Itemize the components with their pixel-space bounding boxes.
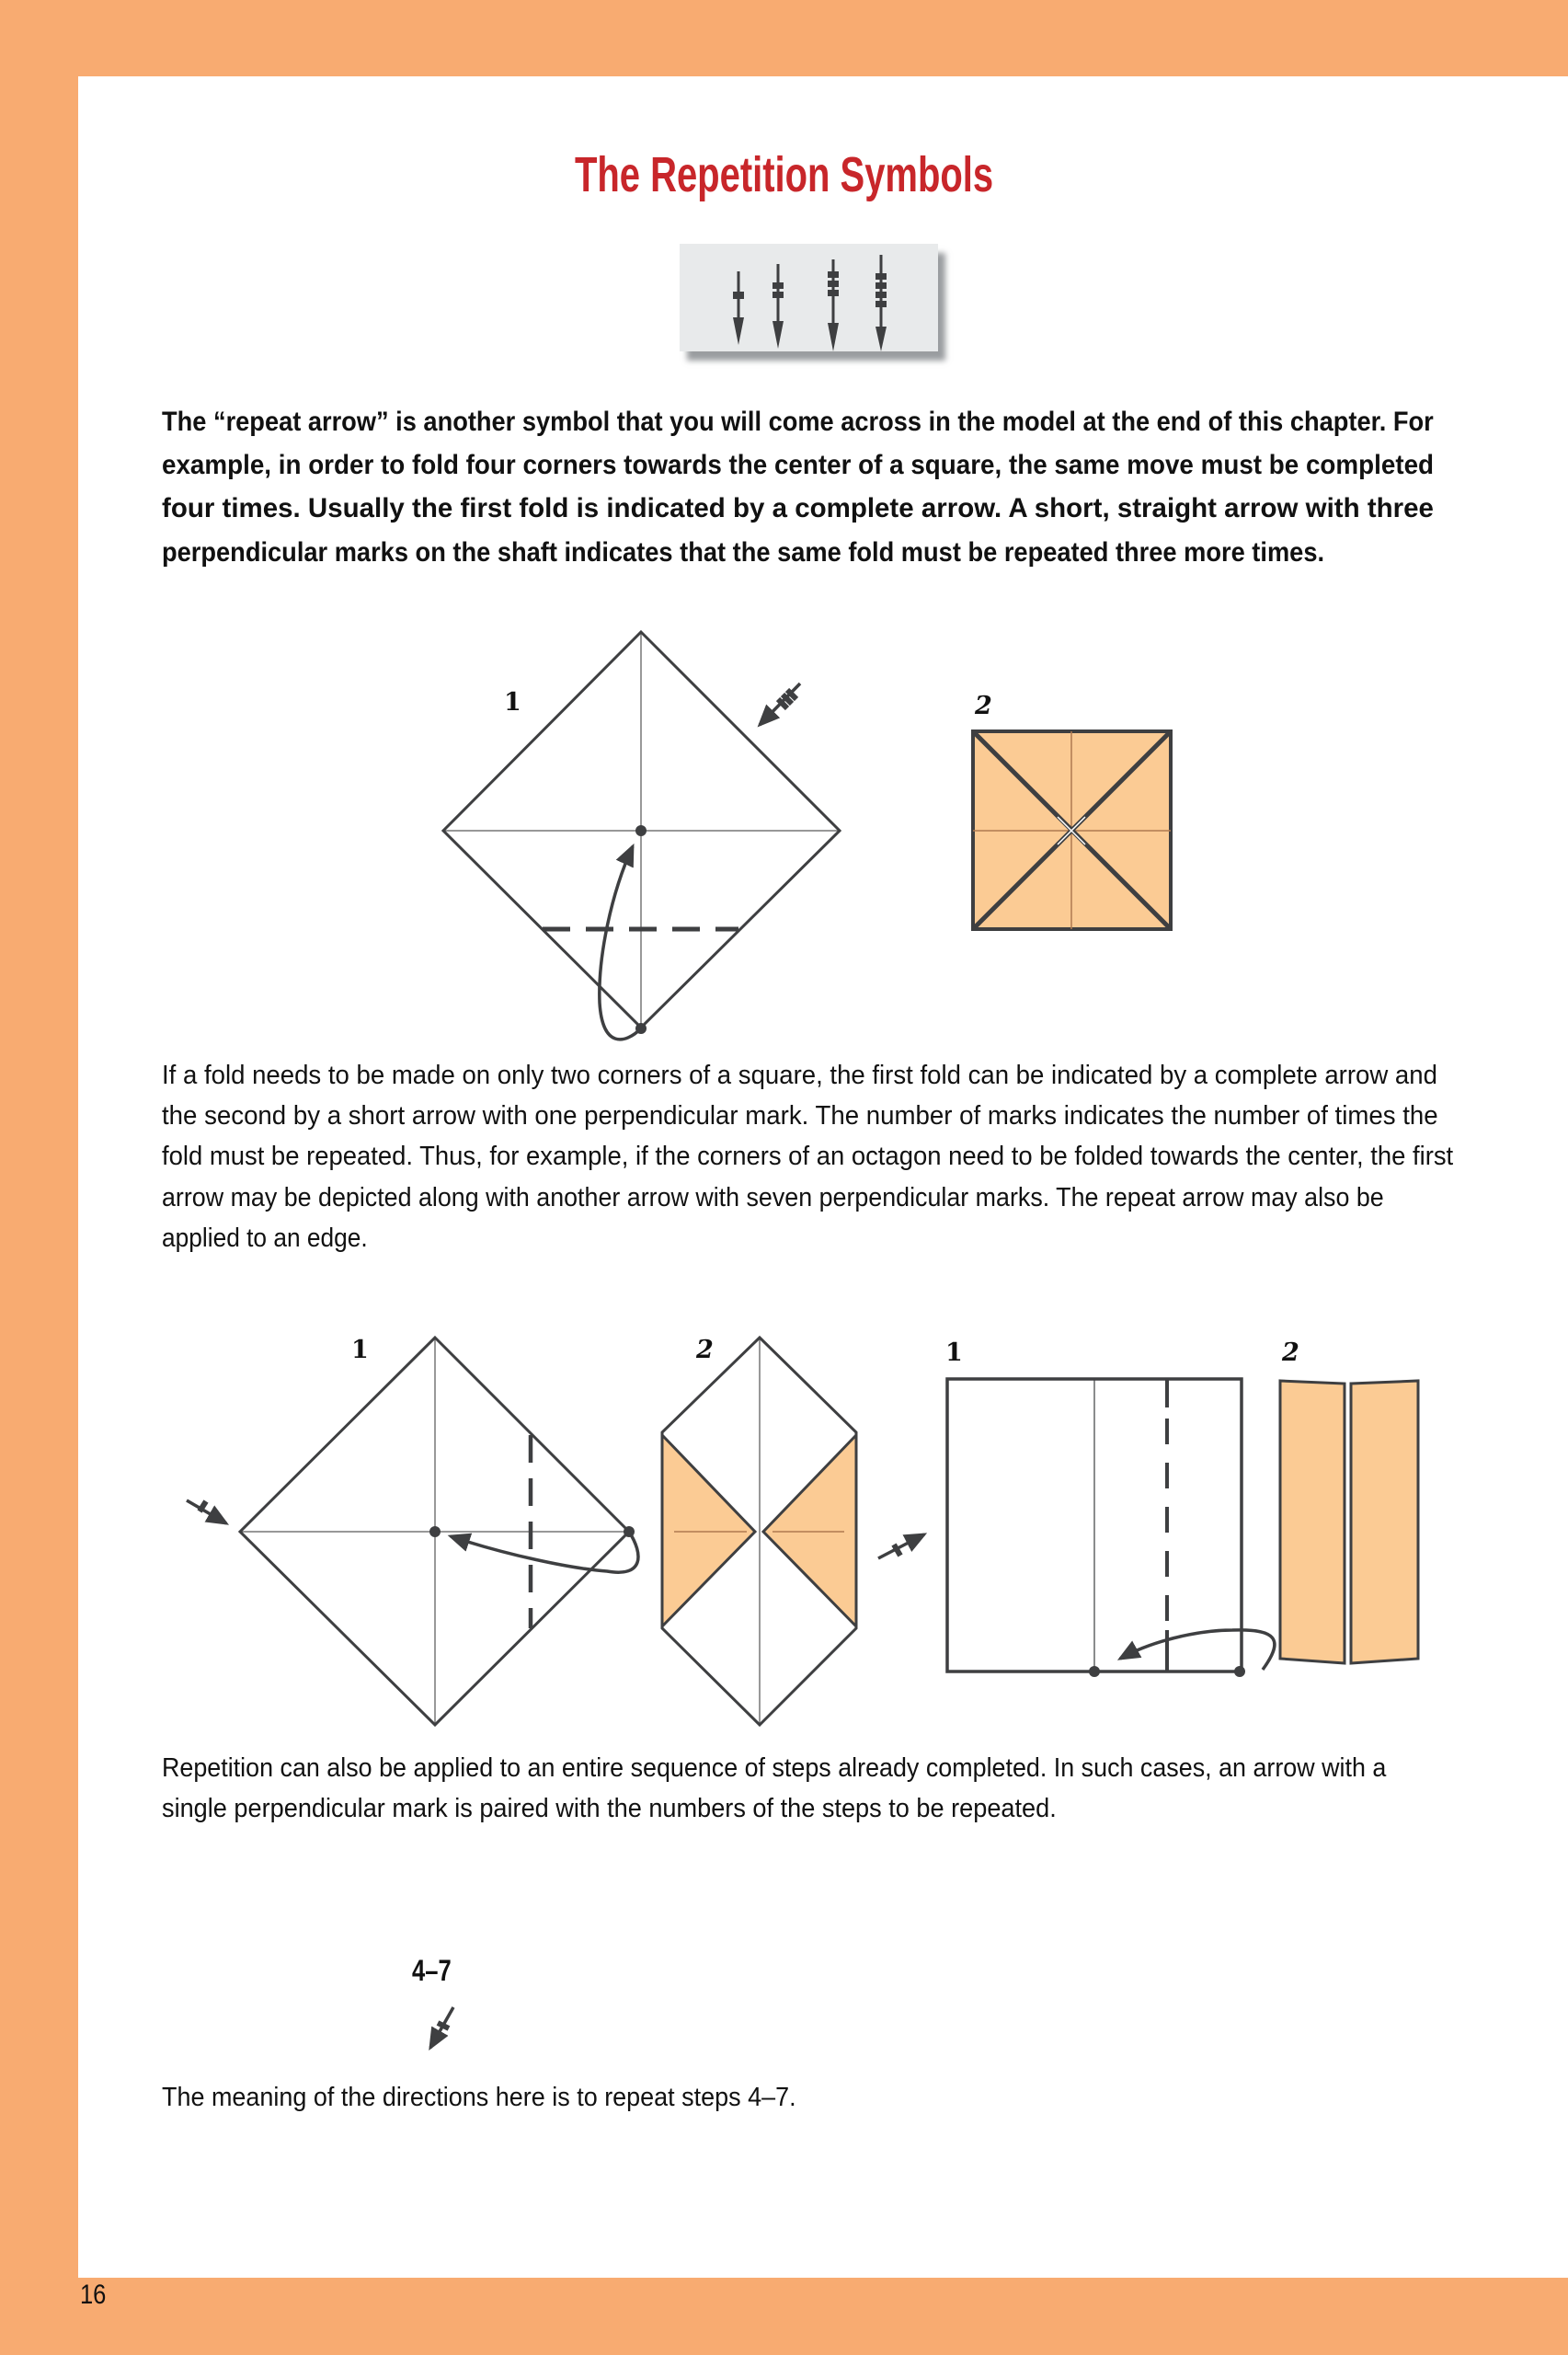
text-line: example, in order to fold four corners towards the center of a square, the same move must be completed (162, 450, 1435, 480)
diagram-edge-step2 (1280, 1338, 1418, 1663)
step-label: 2 (1282, 1338, 1299, 1367)
diagram-edge-step1 (878, 1338, 1275, 1677)
step-label: 1 (351, 1336, 369, 1364)
sequence-repeat-arrow-icon (430, 2007, 453, 2048)
text-line: fold must be repeated. Thus, for example, if the corners of an octagon need to be folded towards the center, the first (162, 1142, 1454, 1171)
page-number: 16 (80, 2280, 107, 2310)
fold-arrow-icon (600, 846, 641, 1040)
text-line: Repetition can also be applied to an entire sequence of steps already completed. In such cases, an arrow with a (162, 1753, 1387, 1783)
repeat-arrow-1-mark-icon (187, 1500, 226, 1523)
step-label: 2 (975, 692, 992, 720)
text-line: The meaning of the directions here is to repeat steps 4–7. (162, 2083, 796, 2112)
step-label: 1 (504, 688, 521, 717)
diagram-four-corners-step1 (443, 632, 840, 1040)
repeat-steps-label: 4–7 (412, 1954, 452, 1987)
text-line: arrow may be depicted along with another arrow with seven perpendicular marks. The repeat arrow may also be (162, 1183, 1384, 1212)
target-point (635, 825, 647, 836)
diagram-two-corners-step2 (662, 1336, 856, 1725)
text-line: If a fold needs to be made on only two corners of a square, the first fold can be indicated by a complete arrow and (162, 1061, 1437, 1090)
step-label: 1 (945, 1338, 963, 1367)
step-label: 2 (696, 1336, 714, 1364)
text-line: The “repeat arrow” is another symbol that you will come across in the model at the end of this chapter. For (162, 407, 1434, 437)
text-line: single perpendicular mark is paired with the numbers of the steps to be repeated. (162, 1794, 1057, 1823)
repeat-arrow-1-mark-icon (878, 1534, 924, 1558)
text-line: the second by a short arrow with one perpendicular mark. The number of marks indicates the number of times the (162, 1101, 1438, 1131)
text-line: applied to an edge. (162, 1223, 368, 1253)
page-title: The Repetition Symbols (574, 147, 994, 202)
text-line: perpendicular marks on the shaft indicates that the same fold must be repeated three more times. (162, 537, 1325, 568)
fold-arrow-icon (1120, 1630, 1275, 1670)
repeat-arrow-3-marks-icon (760, 684, 800, 725)
diagram-four-corners-step2 (973, 692, 1171, 929)
text-line: four times. Usually the first fold is indicated by a complete arrow. A short, straight arrow with three (162, 493, 1434, 523)
diagram-two-corners-step1 (187, 1336, 638, 1725)
